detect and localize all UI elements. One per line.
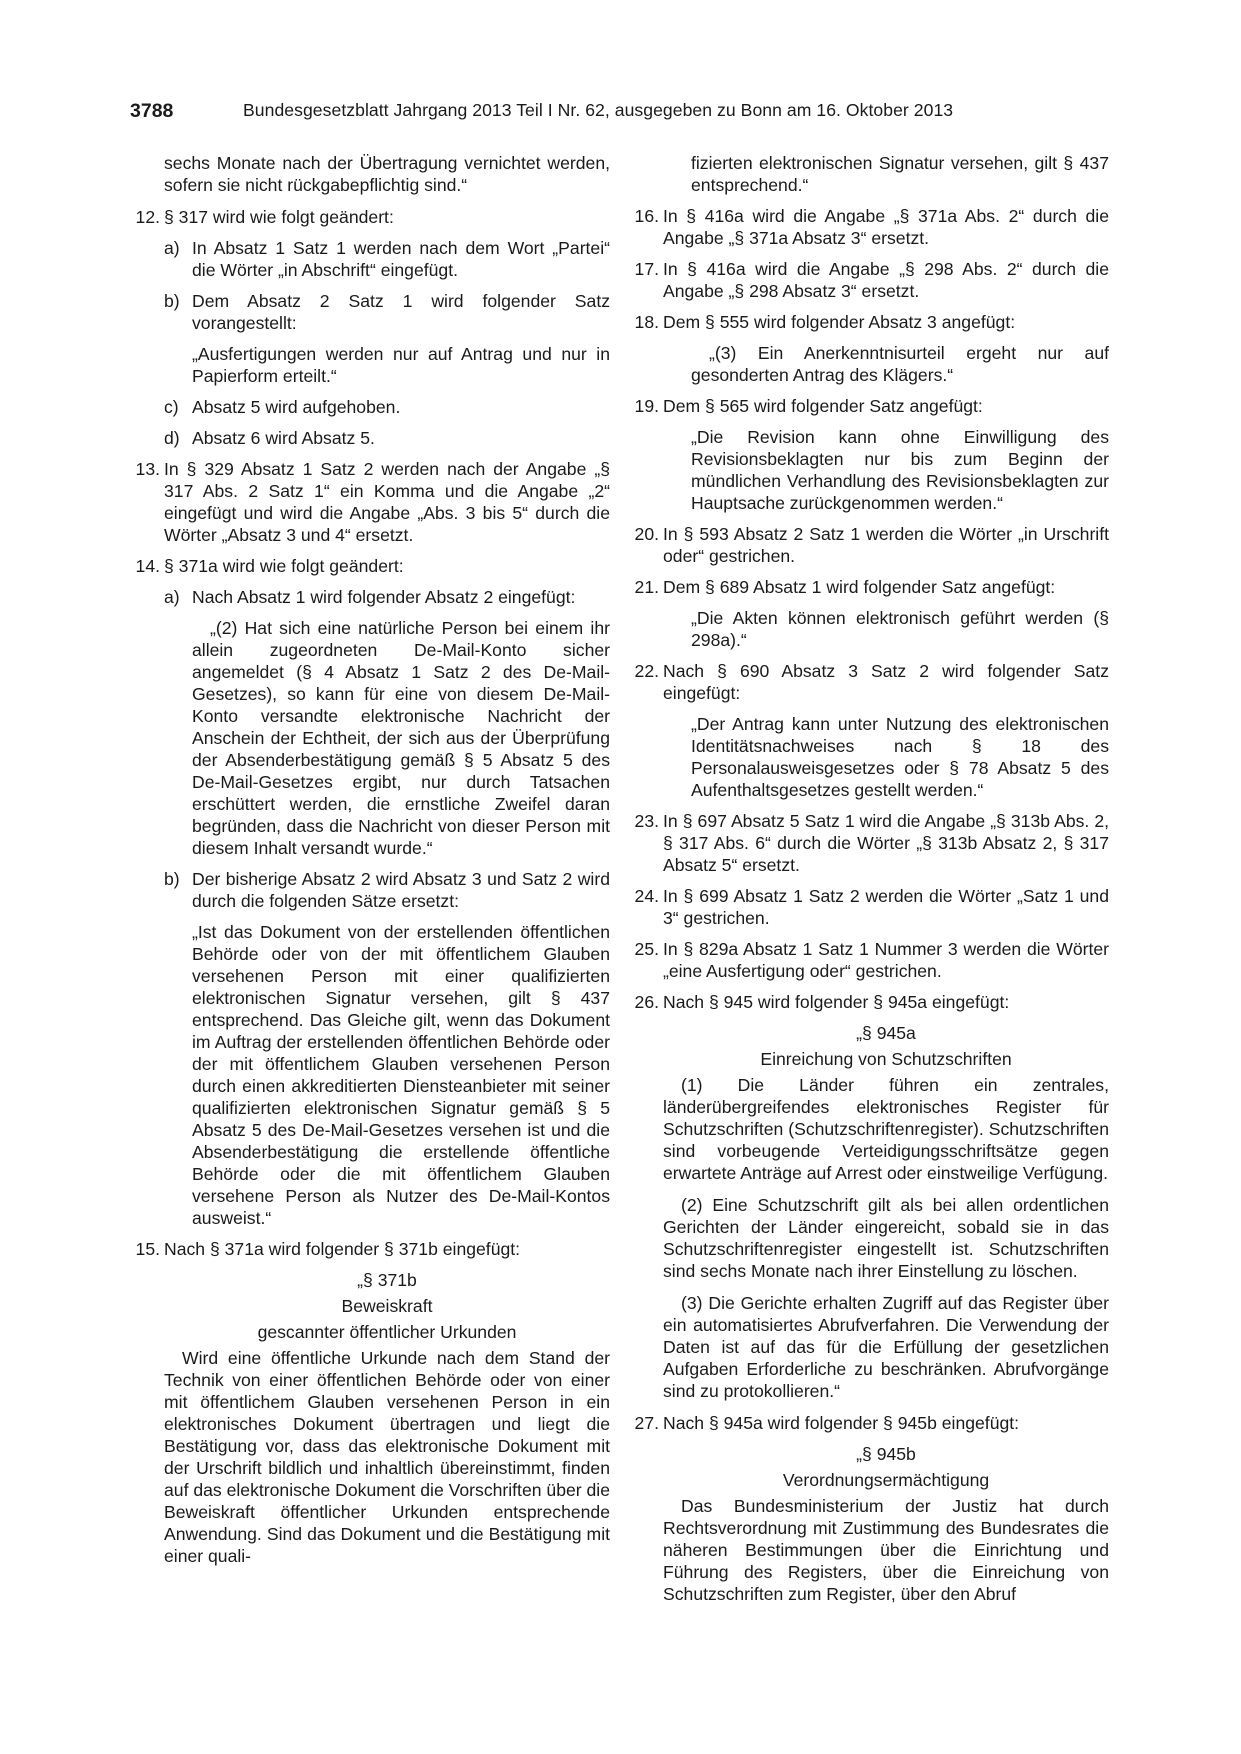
sub-item-12a — [164, 237, 610, 281]
item-number: 17. — [634, 259, 659, 279]
sub-text: In Absatz 1 Satz 1 werden nach dem Wort „Partei“ die Wörter „in Abschrift“ eingefügt. — [192, 238, 610, 280]
right-column — [634, 152, 1109, 1615]
item-text: In § 593 Absatz 2 Satz 1 werden die Wörter „in Urschrift oder“ gestrichen. — [663, 524, 1109, 566]
item-number: 24. — [634, 886, 659, 906]
sub-item-12b — [164, 290, 610, 334]
item-text: Nach § 945a wird folgender § 945b eingefügt: — [663, 1413, 1020, 1433]
item-text: Dem § 565 wird folgender Satz angefügt: — [663, 396, 983, 416]
sub-letter: d) — [164, 428, 180, 448]
page-header — [130, 100, 1120, 130]
list-item-19 — [634, 395, 1109, 417]
quote-text: „Der Antrag kann unter Nutzung des elektronischen Identitätsnachweises nach § 18 des Personalausweisgesetzes oder § 78 Absatz 5 des Aufenthaltsgesetzes gestellt werden.“ — [691, 714, 1109, 800]
section-number: „§ 371b — [357, 1270, 417, 1290]
list-item-15 — [135, 1238, 610, 1260]
quote-text: „Die Revision kann ohne Einwilligung des Revisionsbeklagten nur bis zum Beginn der mündlichen Verhandlung des Revisionsbeklagten zur Hauptsache zurückgenommen werden.“ — [691, 427, 1109, 513]
item-text: In § 697 Absatz 5 Satz 1 wird die Angabe „§ 313b Abs. 2, § 317 Abs. 6“ durch die Wörter „§ 313b Absatz 2, § 317 Absatz 5“ ersetzt. — [663, 811, 1109, 875]
sub-letter: c) — [164, 397, 179, 417]
section-body: Das Bundesministerium der Justiz hat durch Rechtsverordnung mit Zustimmung des Bundesrates die näheren Bestimmungen über die Einrichtung und Führung des Registers, über die Einreichung von Schutzschriften zum Register, über den Abruf — [663, 1496, 1109, 1604]
section-number: „§ 945a — [856, 1023, 916, 1043]
list-item-16 — [634, 205, 1109, 249]
list-item-20 — [634, 523, 1109, 567]
list-item-17 — [634, 258, 1109, 302]
item-number: 27. — [634, 1413, 659, 1433]
item-number: 14. — [135, 556, 160, 576]
item-text: In § 829a Absatz 1 Satz 1 Nummer 3 werden die Wörter „eine Ausfertigung oder“ gestrichen. — [663, 939, 1109, 981]
item-text: In § 329 Absatz 1 Satz 2 werden nach der Angabe „§ 317 Abs. 2 Satz 1“ ein Komma und die Angabe „2“ eingefügt und wird die Angabe „Abs. 3 bis 5“ durch die Wörter „Absatz 3 und 4“ ersetzt. — [164, 459, 610, 545]
list-item-14 — [135, 555, 610, 577]
item-text: In § 416a wird die Angabe „§ 371a Abs. 2“ durch die Angabe „§ 371a Absatz 3“ ersetzt. — [663, 206, 1109, 248]
sub-item-12c — [164, 396, 610, 418]
continuation-text: fizierten elektronischen Signatur versehen, gilt § 437 entsprechend.“ — [691, 153, 1109, 195]
sub-letter: a) — [164, 238, 180, 258]
sub-item-14b — [164, 868, 610, 912]
item-text: In § 416a wird die Angabe „§ 298 Abs. 2“ durch die Angabe „§ 298 Absatz 3“ ersetzt. — [663, 259, 1109, 301]
section-paragraph: (2) Eine Schutzschrift gilt als bei allen ordentlichen Gerichten der Länder eingereicht, sobald sie in das Schutzschriftenregister eingestellt ist. Schutzschriften sind sechs Monate nach ihrer Einstellung zu löschen. — [663, 1195, 1109, 1281]
item-text: Nach § 371a wird folgender § 371b eingefügt: — [164, 1239, 521, 1259]
quote-text: „Ausfertigungen werden nur auf Antrag und nur in Papierform erteilt.“ — [192, 344, 610, 386]
item-text: Dem § 689 Absatz 1 wird folgender Satz angefügt: — [663, 577, 1056, 597]
item-number: 19. — [634, 396, 659, 416]
list-item-25 — [634, 938, 1109, 982]
item-number: 18. — [634, 312, 659, 332]
sub-letter: a) — [164, 587, 180, 607]
item-number: 16. — [634, 206, 659, 226]
item-text: Nach § 690 Absatz 3 Satz 2 wird folgender Satz eingefügt: — [663, 661, 1109, 703]
section-title: Verordnungsermächtigung — [782, 1470, 990, 1490]
quote-text: „(3) Ein Anerkenntnisurteil ergeht nur auf gesonderten Antrag des Klägers.“ — [691, 343, 1109, 385]
list-item-24 — [634, 885, 1109, 929]
section-title: Beweiskraft — [341, 1296, 433, 1316]
sub-letter: b) — [164, 869, 180, 889]
sub-text: Nach Absatz 1 wird folgender Absatz 2 eingefügt: — [192, 587, 576, 607]
item-number: 26. — [634, 992, 659, 1012]
item-text: Dem § 555 wird folgender Absatz 3 angefügt: — [663, 312, 1016, 332]
item-number: 20. — [634, 524, 659, 544]
list-item-23 — [634, 810, 1109, 876]
item-text: § 371a wird wie folgt geändert: — [164, 556, 404, 576]
item-number: 23. — [634, 811, 659, 831]
section-paragraph: (3) Die Gerichte erhalten Zugriff auf das Register über ein automatisiertes Abrufverfahren. Die Verwendung der Daten ist auf das für die Erfüllung der gesetzlichen Aufgaben Erforderliche zu beschränken. Abrufvorgänge sind zu protokollieren.“ — [663, 1293, 1109, 1401]
item-text: Nach § 945 wird folgender § 945a eingefügt: — [663, 992, 1010, 1012]
section-paragraph: (1) Die Länder führen ein zentrales, länderübergreifendes elektronisches Register für Schutzschriften (Schutzschriftenregister). Schutzschriften sind vorbeugende Verteidigungsschriftsätze gegen erwartete Anträge auf Arrest oder einstweilige Verfügung. — [663, 1075, 1109, 1183]
list-item-12 — [135, 206, 610, 228]
list-item-13 — [135, 458, 610, 546]
sub-letter: b) — [164, 291, 180, 311]
sub-text: Absatz 5 wird aufgehoben. — [192, 397, 401, 417]
sub-item-12d — [164, 427, 610, 449]
list-item-26 — [634, 991, 1109, 1013]
sub-text: Der bisherige Absatz 2 wird Absatz 3 und Satz 2 wird durch die folgenden Sätze ersetzt: — [192, 869, 610, 911]
section-title: Einreichung von Schutzschriften — [760, 1049, 1012, 1069]
item-number: 22. — [634, 661, 659, 681]
quote-text: „Ist das Dokument von der erstellenden öffentlichen Behörde oder von der mit öffentlichem Glauben versehenen Person mit einer qualifizierten elektronischen Signatur versehen, gilt § 437 entsprechend. Das Gleiche gilt, wenn das Dokument im Auftrag der erstellenden öffentlichen Behörde oder der mit öffentlichem Glauben versehenen Person durch einen akkreditierten Diensteanbieter mit seiner qualifizierten elektronischen Signatur gemäß § 5 Absatz 5 des De-Mail-Gesetzes versehen ist und die Absenderbestätigung die erstellende öffentliche Behörde oder die mit öffentlichem Glauben versehene Person als Nutzer des De-Mail-Kontos ausweist.“ — [192, 922, 610, 1228]
left-column — [135, 152, 610, 1577]
quote-text: „Die Akten können elektronisch geführt werden (§ 298a).“ — [691, 608, 1109, 650]
item-number: 15. — [135, 1239, 160, 1259]
section-title: gescannter öffentlicher Urkunden — [257, 1322, 517, 1342]
section-body: Wird eine öffentliche Urkunde nach dem Stand der Technik von einer öffentlichen Behörde oder von einer mit öffentlichem Glauben versehenen Person in ein elektronisches Dokument übertragen und liegt die Bestätigung vor, dass das elektronische Dokument mit der Urschrift bildlich und inhaltlich übereinstimmt, finden auf das elektronische Dokument die Vorschriften über die Beweiskraft öffentlicher Urkunden entsprechende Anwendung. Sind das Dokument und die Bestätigung mit einer quali- — [164, 1348, 610, 1566]
item-number: 21. — [634, 577, 659, 597]
list-item-18 — [634, 311, 1109, 333]
item-number: 25. — [634, 939, 659, 959]
quote-text: „(2) Hat sich eine natürliche Person bei einem ihr allein zugeordneten De-Mail-Konto sicher angemeldet (§ 4 Absatz 1 Satz 2 des De-Mail-Gesetzes), so kann für eine von diesem De-Mail-Konto versandte elektronische Nachricht der Anschein der Echtheit, der sich aus der Überprüfung der Absenderbestätigung gemäß § 5 Absatz 5 des De-Mail-Gesetzes ergibt, nur durch Tatsachen erschüttert werden, die ernstliche Zweifel daran begründen, dass die Nachricht von dieser Person mit diesem Inhalt versandt wurde.“ — [192, 618, 610, 858]
list-item-22 — [634, 660, 1109, 704]
sub-text: Dem Absatz 2 Satz 1 wird folgender Satz vorangestellt: — [192, 291, 610, 333]
section-number: „§ 945b — [856, 1444, 916, 1464]
item-text: § 317 wird wie folgt geändert: — [164, 207, 394, 227]
item-text: In § 699 Absatz 1 Satz 2 werden die Wörter „Satz 1 und 3“ gestrichen. — [663, 886, 1109, 928]
item-number: 12. — [135, 207, 160, 227]
list-item-21 — [634, 576, 1109, 598]
list-item-27 — [634, 1412, 1109, 1434]
item-number: 13. — [135, 459, 160, 479]
sub-text: Absatz 6 wird Absatz 5. — [192, 428, 375, 448]
continuation-text: sechs Monate nach der Übertragung vernichtet werden, sofern sie nicht rückgabepflichtig sind.“ — [164, 153, 610, 195]
page-number: 3788 — [130, 100, 174, 122]
running-head: Bundesgesetzblatt Jahrgang 2013 Teil I Nr. 62, ausgegeben zu Bonn am 16. Oktober 2013 — [243, 100, 954, 120]
sub-item-14a — [164, 586, 610, 608]
